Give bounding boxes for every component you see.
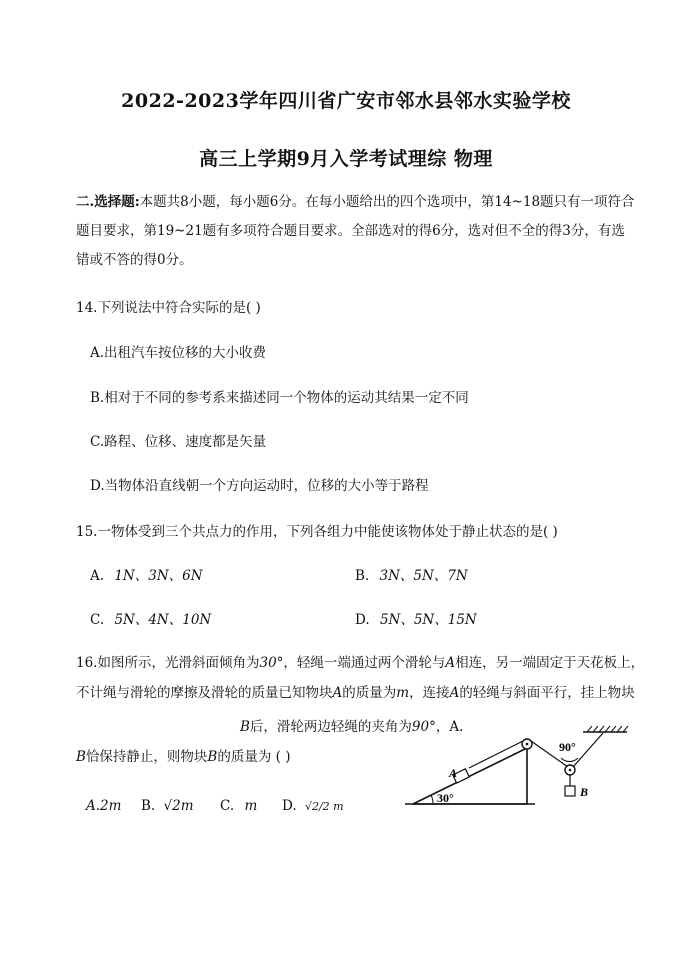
block-b	[565, 786, 575, 796]
q16-option-b-value: √2m	[163, 798, 194, 814]
q16-stem-part: ，轻绳一端通过两个滑轮与	[283, 655, 446, 671]
q16-option-c	[220, 792, 257, 821]
q15-stem: 15.一物体受到三个共点力的作用，下列各组力中能使该物体处于静止状态的是( )	[76, 524, 558, 540]
q16-var-m: m	[396, 685, 410, 701]
q16-option-b	[141, 792, 194, 821]
q15-option-c	[90, 606, 211, 635]
q16-option-c-value: m	[244, 798, 258, 814]
q16-stem-part: 16.如图所示，光滑斜面倾角为	[76, 655, 260, 671]
q16-stem-part: 的轻绳与斜面平行，挂上物块	[459, 685, 635, 701]
section-instructions-text: 本题共8小题，每小题6分。在每小题给出的四个选项中，第14~18题只有一项符合题目要求，第19~21题有多项符合题目要求。全部选对的得6分，选对但不全的得3分，有选错或不答的得0分。	[76, 194, 635, 268]
q14-option-a: A.出租汽车按位移的大小收费	[90, 345, 267, 361]
q14-option-b: B.相对于不同的参考系来描述同一个物体的运动其结果一定不同	[90, 390, 469, 406]
q16-stem	[76, 648, 646, 708]
q16-option-d-value: √2/2 m	[304, 800, 344, 813]
q16-stem-part: 后，滑轮两边轻绳的夹角为	[249, 719, 412, 735]
q16-var-b: B	[207, 749, 218, 765]
section-label: 二.选择题:	[76, 194, 140, 210]
q15-option-b-value: 3N、5N、7N	[379, 568, 468, 584]
q16-option-d	[282, 792, 344, 821]
ceiling-hatch	[587, 726, 628, 732]
q16-var-b: B	[76, 749, 86, 765]
q16-option-c-letter: C.	[220, 798, 235, 814]
rope-right	[573, 733, 603, 767]
q15-option-a-letter: A.	[90, 568, 105, 584]
q16-option-b-letter: B.	[141, 798, 156, 814]
q15-option-d	[355, 606, 477, 635]
angle-label: 30°	[437, 791, 454, 805]
q15-option-a-value: 1N、3N、6N	[114, 568, 203, 584]
q16-stem-part: ，连接	[409, 685, 450, 701]
incline-triangle	[413, 748, 527, 804]
q15-option-c-value: 5N、4N、10N	[114, 612, 212, 628]
q15-option-c-letter: C.	[90, 612, 105, 628]
q16-stem-part: 相连，另一端固定于天花板上，不计绳与滑轮的摩擦及滑轮的质量已知物块	[76, 655, 645, 701]
q16-stem-part: 的质量为 ( )	[217, 749, 291, 765]
q16-option-d-letter: D.	[282, 798, 297, 814]
q16-angle2: 90°	[411, 719, 436, 735]
q15-option-d-letter: D.	[355, 612, 370, 628]
page-title-line1: 2022-2023学年四川省广安市邻水县邻水实验学校	[121, 90, 571, 112]
block-b-label: B	[580, 785, 589, 799]
section-instructions	[76, 188, 636, 275]
block-a-label: A	[449, 766, 458, 780]
top-angle-arc	[561, 758, 578, 762]
q15-option-b	[355, 562, 468, 591]
q16-option-a-letter: A.	[86, 798, 101, 814]
q16-stem-part: 的质量为	[342, 685, 397, 701]
q16-option-a-value: 2m	[100, 798, 122, 814]
q16-angle: 30°	[259, 655, 284, 671]
q16-stem-line4	[76, 742, 290, 772]
q16-option-a	[86, 792, 121, 821]
q16-var-a: A	[445, 655, 456, 671]
angle-arc	[431, 795, 433, 804]
q14-option-d: D.当物体沿直线朝一个方向运动时，位移的大小等于路程	[90, 478, 429, 494]
q16-figure	[405, 720, 635, 815]
top-angle-label: 90°	[559, 740, 576, 754]
q15-option-d-value: 5N、5N、15N	[379, 612, 477, 628]
q14-option-c: C.路程、位移、速度都是矢量	[90, 434, 267, 450]
q14-stem: 14.下列说法中符合实际的是( )	[76, 300, 261, 316]
q16-var-a: A	[332, 685, 343, 701]
pulley-top-axle	[526, 743, 529, 746]
q15-option-a	[90, 562, 203, 591]
page-title-line2: 高三上学期9月入学考试理综 物理	[199, 148, 493, 170]
q16-var-b: B	[240, 719, 250, 735]
q16-stem-part: 恰保持静止，则物块	[85, 749, 208, 765]
q15-option-b-letter: B.	[355, 568, 370, 584]
q16-var-a: A	[449, 685, 460, 701]
pulley-moving-axle	[569, 769, 572, 772]
q16-stem-part: ，A.	[435, 719, 464, 735]
